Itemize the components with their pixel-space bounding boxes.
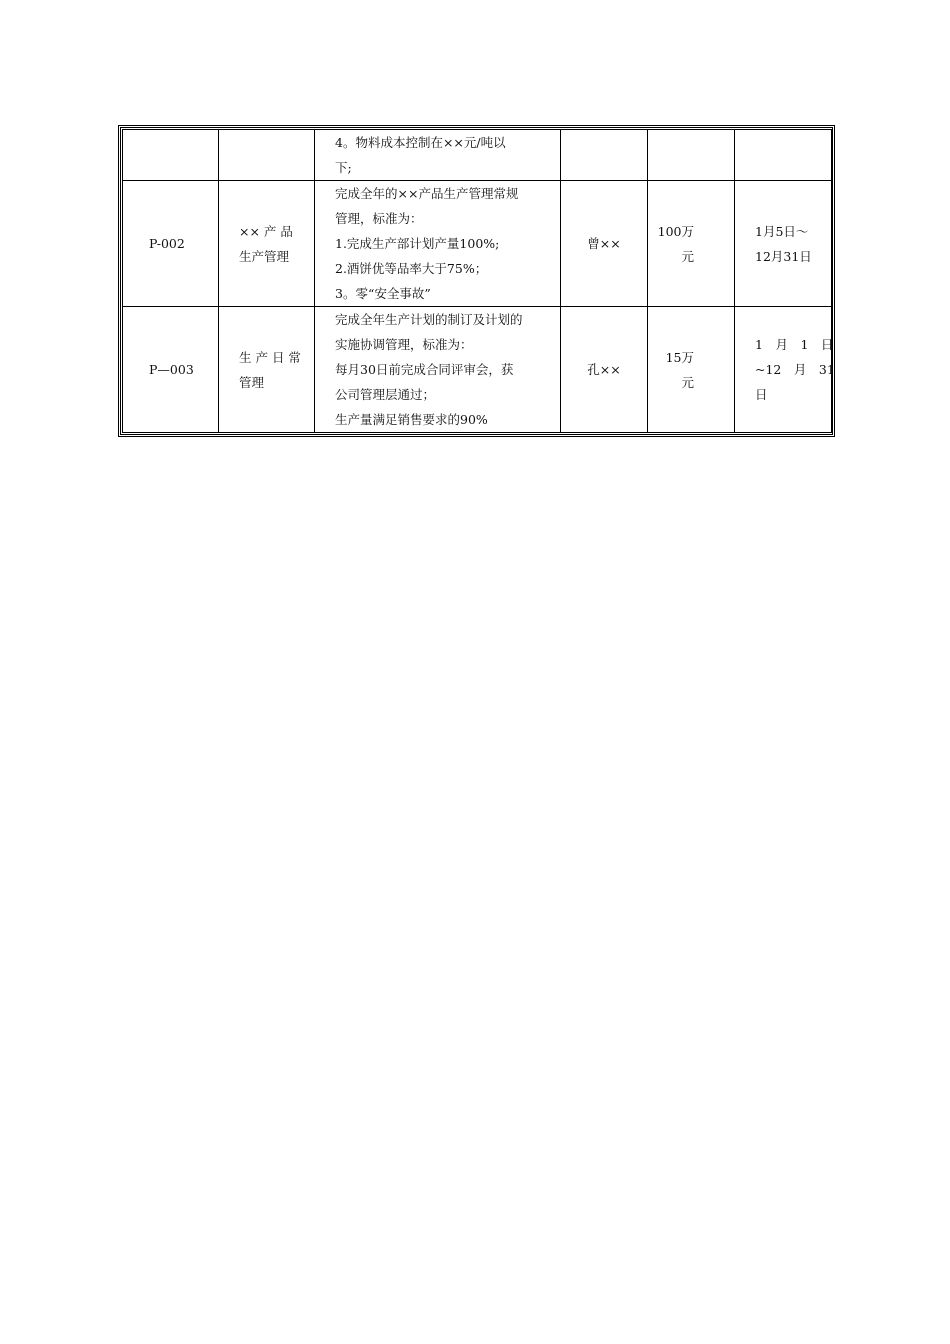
project-code-cell <box>123 307 219 433</box>
description-line: 实施协调管理，标准为： <box>335 337 473 352</box>
project-description-cell <box>315 130 561 181</box>
table-row <box>123 181 832 307</box>
description-line: 完成全年的××产品生产管理常规 <box>335 186 519 201</box>
budget-cell: 100万元 <box>648 181 735 307</box>
project-name-line: 生 产 日 常 <box>239 349 301 365</box>
owner-cell: 孔×× <box>561 307 648 433</box>
date-line: 日 <box>755 387 768 402</box>
description-line: 每月30日前完成合同评审会，获 <box>335 362 514 377</box>
description-line: 公司管理层通过； <box>335 387 436 402</box>
project-name-cell <box>219 307 315 433</box>
budget-cell: 15万元 <box>648 307 735 433</box>
description-line: 下; <box>335 160 352 175</box>
date-cell <box>735 181 832 307</box>
description-line: 生产量满足销售要求的90% <box>335 412 488 427</box>
description-line: 4。物料成本控制在××元/吨以 <box>335 135 506 150</box>
owner-cell <box>561 130 648 181</box>
description-line: 完成全年生产计划的制订及计划的 <box>335 312 523 327</box>
date-line: 1月5日～ <box>755 223 809 239</box>
date-line: 1 月 1 日 <box>755 337 834 352</box>
project-table <box>118 125 835 437</box>
project-code-cell <box>123 130 219 181</box>
project-code: P-002 <box>149 236 185 251</box>
project-name-cell <box>219 181 315 307</box>
table-row <box>123 307 832 433</box>
project-name-line: 生产管理 <box>239 248 290 264</box>
description-line: 1.完成生产部计划产量100%; <box>335 236 500 251</box>
project-description-cell <box>315 181 561 307</box>
table-row <box>123 130 832 181</box>
project-name-line: ×× 产 品 <box>239 223 293 239</box>
budget-cell <box>648 130 735 181</box>
description-line: 管理，标准为： <box>335 211 423 226</box>
project-name-line: 管理 <box>239 374 265 390</box>
project-name-cell <box>219 130 315 181</box>
project-code: P—003 <box>149 362 194 377</box>
project-description-cell <box>315 307 561 433</box>
description-line: 2.酒饼优等品率大于75%； <box>335 261 488 276</box>
date-cell <box>735 307 835 433</box>
project-code-cell <box>123 181 219 307</box>
description-line: 3。零“安全事故” <box>335 286 431 301</box>
date-cell <box>735 130 832 181</box>
owner-cell: 曾×× <box>561 181 648 307</box>
date-line: ~12 月 31 <box>755 362 835 377</box>
date-line: 12月31日 <box>755 248 812 264</box>
project-table-grid <box>122 129 835 433</box>
